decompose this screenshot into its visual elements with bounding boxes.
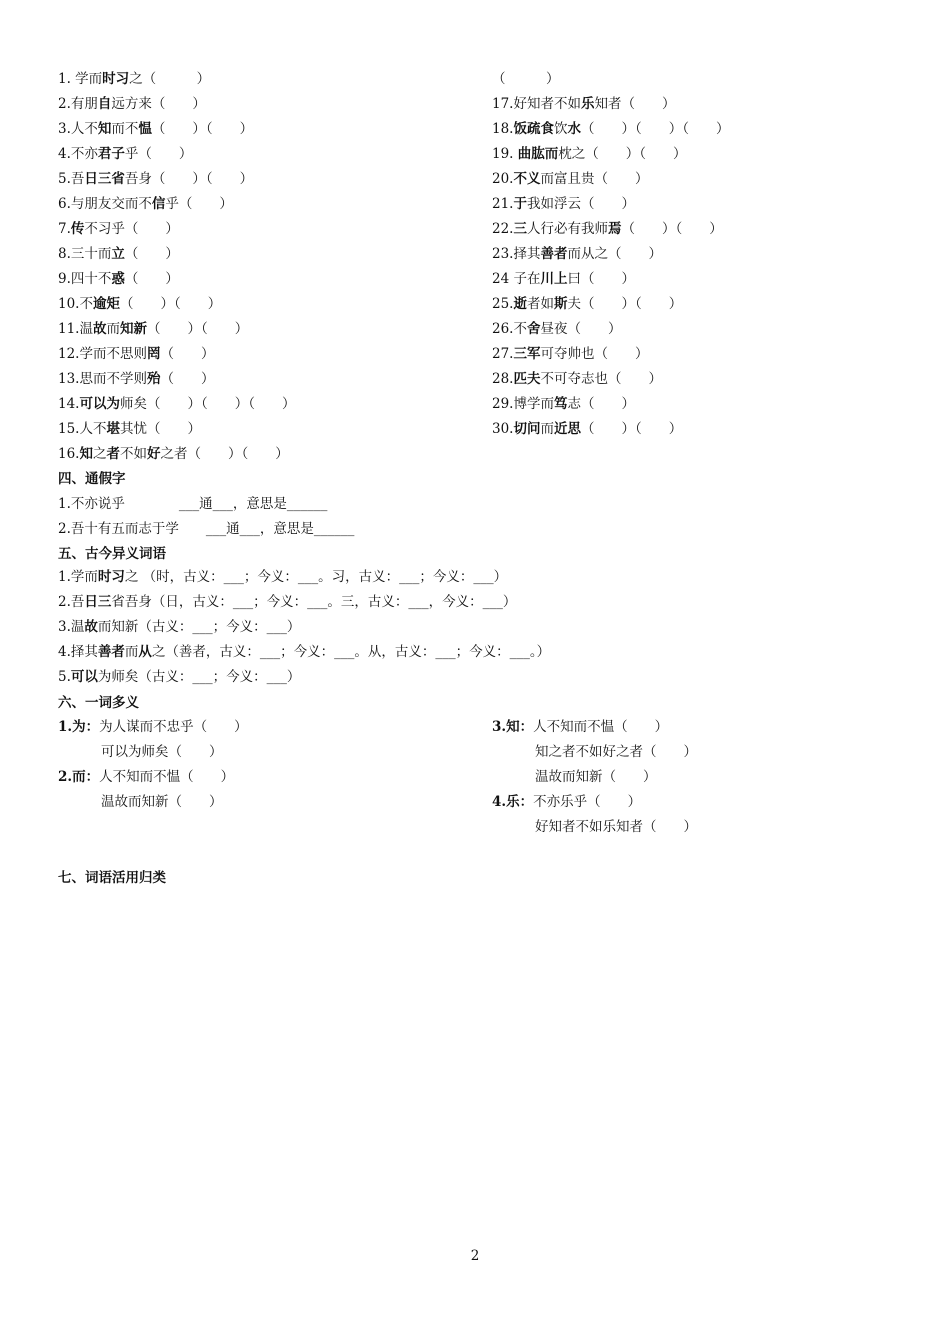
keyword: 殆: [146, 371, 161, 387]
text-segment: 12.学而不思则: [58, 346, 147, 362]
text-segment: （ ）（ ）: [621, 221, 723, 237]
page-number: 2: [470, 1248, 480, 1264]
text-segment: 8.三十而: [58, 246, 112, 262]
entry-label: 1.为：: [58, 719, 100, 735]
keyword: 曲肱而: [517, 146, 559, 162]
text-segment: 饮: [553, 121, 568, 137]
text-segment: （ ）: [160, 371, 215, 387]
text-segment: 不可夺志也（ ）: [540, 371, 662, 387]
exercise-item: [58, 170, 253, 188]
text-segment: 18.: [492, 121, 514, 137]
section4-heading: 四、通假字: [58, 471, 126, 487]
text-segment: 7.: [58, 221, 71, 237]
keyword: 可以: [70, 669, 98, 685]
exercise-item: [58, 70, 210, 88]
text-segment: 人行必有我师: [526, 221, 608, 237]
keyword: 不义: [513, 171, 541, 187]
exercise-item: [492, 245, 662, 263]
keyword: 斯: [553, 296, 568, 312]
text-segment: 可夺帅也（ ）: [540, 346, 649, 362]
text-segment: 14.: [58, 396, 80, 412]
text-segment: 可以为师矣（ ）: [101, 744, 223, 760]
text-segment: 9.四十不: [58, 271, 112, 287]
text-segment: 知之者不如好之者（ ）: [535, 744, 697, 760]
text-segment: 10.不: [58, 296, 93, 312]
text-segment: 3.温: [58, 619, 85, 635]
text-segment: （ ）（ ）: [580, 421, 683, 437]
exercise-item: [58, 370, 214, 388]
exercise-item: [492, 145, 687, 163]
keyword: 时习: [102, 71, 130, 87]
exercise-item: [58, 245, 179, 263]
meaning-item: [58, 668, 300, 686]
text-segment: 为人谋而不忠乎（ ）: [99, 719, 248, 735]
keyword: 逾矩: [92, 296, 120, 312]
exercise-item: [492, 345, 648, 363]
text-segment: 好知者不如乐知者（ ）: [535, 819, 697, 835]
text-segment: 28.: [492, 371, 514, 387]
keyword: 君子: [97, 146, 125, 162]
exercise-item: [58, 295, 221, 313]
text-segment: 而不: [111, 121, 139, 137]
keyword: 可以为: [79, 396, 120, 412]
text-segment: 者如: [526, 296, 554, 312]
text-segment: （ ）: [160, 346, 215, 362]
keyword: 乐: [580, 96, 595, 112]
keyword: 时习: [97, 569, 125, 585]
text-segment: 3.人不: [58, 121, 98, 137]
text-segment: 27.: [492, 346, 514, 362]
polysemy-example: [535, 768, 657, 786]
text-segment: 1.不亦说乎 ___通___，意思是______: [58, 496, 328, 512]
polysemy-entry: [58, 718, 248, 736]
text-segment: 而: [540, 421, 554, 437]
exercise-item: [492, 370, 662, 388]
keyword: 焉: [607, 221, 622, 237]
keyword: 善者: [540, 246, 568, 262]
keyword: 信: [151, 196, 166, 212]
section7-heading: 七、词语活用归类: [58, 870, 166, 886]
text-segment: 2.有朋: [58, 96, 98, 112]
keyword: 川上: [540, 271, 568, 287]
keyword: 知: [79, 446, 93, 462]
exercise-item: [492, 95, 675, 113]
text-segment: 13.思而不学则: [58, 371, 147, 387]
text-segment: 5.吾: [58, 171, 85, 187]
text-segment: （ ）（ ）: [119, 296, 222, 312]
text-segment: 之（ ）: [129, 71, 211, 87]
loan-character-item: [58, 495, 327, 513]
text-segment: 2.吾十有五而志于学 ___通___，意思是______: [58, 521, 355, 537]
text-segment: 19.: [492, 146, 518, 162]
exercise-item: [492, 320, 621, 338]
text-segment: 15.人不: [58, 421, 107, 437]
keyword: 罔: [146, 346, 161, 362]
text-segment: 6.与朋友交而不: [58, 196, 152, 212]
keyword: 惑: [111, 271, 125, 287]
text-segment: 枕之（ ）（ ）: [558, 146, 687, 162]
polysemy-entry: [492, 718, 668, 736]
keyword: 知新: [119, 321, 147, 337]
meaning-item: [58, 593, 516, 611]
keyword: 善者: [97, 644, 125, 660]
keyword: 传: [70, 221, 85, 237]
keyword: 饭疏食: [513, 121, 554, 137]
text-segment: 温故而知新（ ）: [101, 794, 223, 810]
text-segment: 曰（ ）: [567, 271, 635, 287]
exercise-item: [492, 420, 682, 438]
keyword: 堪: [106, 421, 120, 437]
exercise-item: [492, 70, 560, 88]
keyword: 立: [111, 246, 125, 262]
keyword: 日三省: [84, 171, 125, 187]
text-segment: 不习乎（ ）: [84, 221, 179, 237]
text-segment: （ ）（ ）: [151, 121, 254, 137]
text-segment: 省吾身（日，古义：___；今义：___。三，古义：___，今义：___）: [111, 594, 517, 610]
text-segment: 1.学而: [58, 569, 98, 585]
text-segment: 17.好知者不如: [492, 96, 581, 112]
polysemy-example: [101, 743, 223, 761]
text-segment: 4.择其: [58, 644, 98, 660]
keyword: 日三: [84, 594, 112, 610]
text-segment: 之（善者，古义：___；今义：___。从，古义：___；今义：___。）: [151, 644, 551, 660]
text-segment: 人不知而不愠（ ）: [533, 719, 669, 735]
text-segment: 之者（ ）（ ）: [160, 446, 289, 462]
entry-label: 2.而：: [58, 769, 100, 785]
entry-label: 4.乐：: [492, 794, 534, 810]
text-segment: 之: [92, 446, 107, 462]
keyword: 逝: [513, 296, 527, 312]
polysemy-example: [535, 818, 697, 836]
keyword: 三军: [513, 346, 541, 362]
text-segment: 29.博学而: [492, 396, 554, 412]
exercise-item: [58, 270, 179, 288]
section5-heading: 五、古今异义词语: [58, 546, 166, 562]
text-segment: 30.: [492, 421, 514, 437]
text-segment: （ ）: [124, 271, 179, 287]
text-segment: 夫（ ）（ ）: [567, 296, 683, 312]
exercise-item: [58, 345, 214, 363]
keyword: 匹夫: [513, 371, 541, 387]
text-segment: 23.择其: [492, 246, 541, 262]
text-segment: （ ）: [124, 246, 179, 262]
text-segment: 而: [124, 644, 139, 660]
text-segment: 而知新（古义：___；今义：___）: [97, 619, 301, 635]
text-segment: 2.吾: [58, 594, 85, 610]
meaning-item: [58, 643, 550, 661]
exercise-item: [58, 195, 233, 213]
text-segment: 乎（ ）: [165, 196, 233, 212]
keyword: 近思: [553, 421, 581, 437]
text-segment: 而: [106, 321, 120, 337]
exercise-item: [58, 145, 192, 163]
polysemy-example: [101, 793, 223, 811]
exercise-item: [492, 120, 729, 138]
polysemy-example: [535, 743, 697, 761]
text-segment: 乎（ ）: [124, 146, 193, 162]
text-segment: 为师矣（古义：___；今义：___）: [97, 669, 301, 685]
exercise-item: [492, 270, 635, 288]
keyword: 知: [97, 121, 112, 137]
keyword: 故: [84, 619, 98, 635]
text-segment: 知者（ ）: [594, 96, 676, 112]
text-segment: （ ）（ ）（ ）: [580, 121, 730, 137]
keyword: 从: [138, 644, 152, 660]
exercise-item: [492, 220, 723, 238]
exercise-item: [492, 195, 635, 213]
text-segment: 16.: [58, 446, 80, 462]
keyword: 舍: [526, 321, 541, 337]
exercise-item: [58, 120, 253, 138]
text-segment: 人不知而不愠（ ）: [99, 769, 235, 785]
exercise-item: [58, 420, 201, 438]
text-segment: 远方来（ ）: [111, 96, 206, 112]
keyword: 愠: [138, 121, 152, 137]
keyword: 于: [513, 196, 527, 212]
exercise-item: [58, 220, 179, 238]
text-segment: （ ）: [492, 71, 560, 87]
text-segment: 不如: [119, 446, 147, 462]
keyword: 者: [106, 446, 120, 462]
keyword: 切问: [513, 421, 541, 437]
exercise-item: [58, 95, 206, 113]
text-segment: 不亦乐乎（ ）: [533, 794, 642, 810]
text-segment: （ ）（ ）: [146, 321, 249, 337]
loan-character-item: [58, 520, 354, 538]
exercise-item: [492, 170, 648, 188]
text-segment: 我如浮云（ ）: [526, 196, 635, 212]
keyword: 自: [97, 96, 112, 112]
text-segment: 26.不: [492, 321, 527, 337]
text-segment: 4.不亦: [58, 146, 98, 162]
text-segment: 1. 学而: [58, 71, 103, 87]
text-segment: 20.: [492, 171, 514, 187]
text-segment: 昼夜（ ）: [540, 321, 622, 337]
exercise-item: [492, 395, 635, 413]
text-segment: 5.: [58, 669, 71, 685]
text-segment: 温故而知新（ ）: [535, 769, 657, 785]
polysemy-entry: [492, 793, 641, 811]
text-segment: 25.: [492, 296, 514, 312]
text-segment: 吾身（ ）（ ）: [124, 171, 254, 187]
section6-heading: 六、一词多义: [58, 695, 139, 711]
exercise-item: [58, 320, 248, 338]
meaning-item: [58, 568, 507, 586]
text-segment: 师矣（ ）（ ）（ ）: [119, 396, 296, 412]
text-segment: 而富且贵（ ）: [540, 171, 649, 187]
text-segment: 22.: [492, 221, 514, 237]
text-segment: 志（ ）: [567, 396, 635, 412]
text-segment: 24 子在: [492, 271, 541, 287]
keyword: 三: [513, 221, 527, 237]
exercise-item: [58, 445, 289, 463]
text-segment: 而从之（ ）: [567, 246, 662, 262]
keyword: 好: [146, 446, 161, 462]
text-segment: 11.温: [58, 321, 93, 337]
keyword: 水: [567, 121, 581, 137]
entry-label: 3.知：: [492, 719, 534, 735]
text-segment: 21.: [492, 196, 514, 212]
keyword: 故: [92, 321, 107, 337]
exercise-item: [492, 295, 682, 313]
exercise-item: [58, 395, 295, 413]
keyword: 笃: [553, 396, 568, 412]
text-segment: 之 （时，古义：___；今义：___。习，古义：___；今义：___）: [124, 569, 508, 585]
polysemy-entry: [58, 768, 234, 786]
text-segment: 其忧（ ）: [119, 421, 201, 437]
meaning-item: [58, 618, 300, 636]
